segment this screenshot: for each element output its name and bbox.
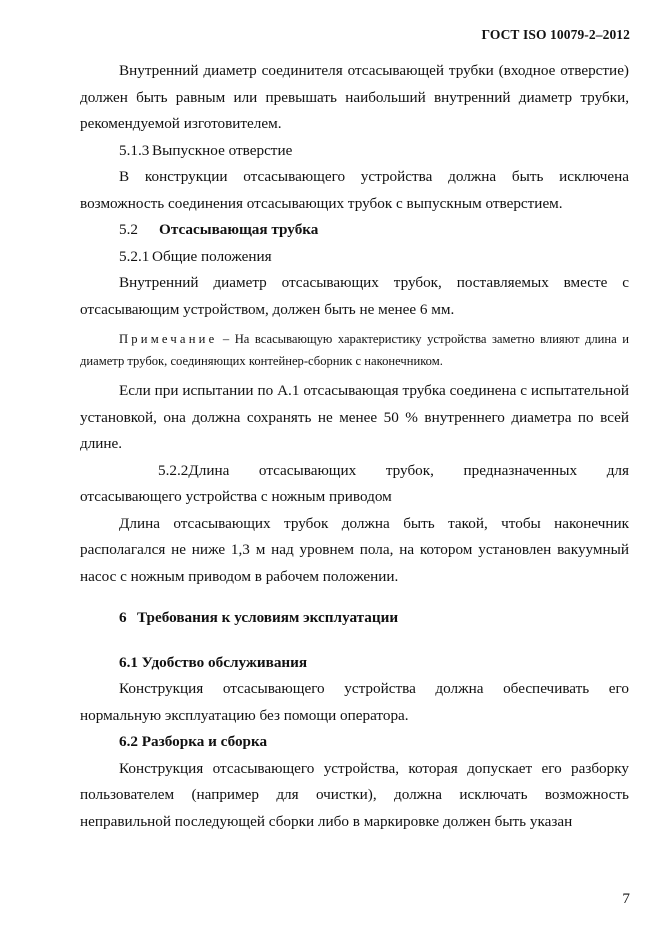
paragraph-tube-diameter: Внутренний диаметр отсасывающих трубок, поставляемых вместе с отсасывающим устройством, должен быть не менее 6 мм. [80, 274, 629, 318]
section-number: 5.2 [119, 221, 138, 238]
subsection-title: Общие положения [152, 247, 272, 265]
subsection-title: Выпускное отверстие [152, 141, 293, 159]
page-number: 7 [622, 890, 630, 907]
section-5-2-heading [80, 217, 629, 244]
subsection-title: Удобство обслуживания [141, 653, 308, 671]
section-title: Требования к условиям эксплуатации [137, 609, 399, 626]
subsection-5-2-2-heading [80, 458, 629, 511]
paragraph-ease-of-service: Конструкция отсасывающего устройства должна обеспечивать его нормальную эксплуатацию без помощи оператора. [80, 680, 629, 724]
subsection-5-2-1-heading [80, 244, 629, 271]
subsection-title: Разборка и сборка [141, 733, 268, 750]
subsection-5-1-3-heading [80, 138, 629, 165]
subsection-number: 6.1 [119, 653, 138, 671]
subsection-number: 6.2 [119, 733, 138, 750]
section-title: Отсасывающая трубка [159, 221, 319, 238]
document-body [80, 58, 629, 835]
subsection-number: 5.2.2 [158, 461, 189, 479]
section-number: 6 [119, 609, 127, 626]
subsection-number: 5.2.1 [119, 247, 150, 265]
subsection-number: 5.1.3 [119, 141, 150, 159]
subsection-6-2-heading [80, 729, 629, 756]
paragraph-disassembly: Конструкция отсасывающего устройства, которая допускает его разборку пользователем (например для очистки), должна исключать возможность неправильной последующей сборки либо в маркировке должен быть указан [80, 759, 629, 830]
note-label: Примечание [119, 332, 218, 346]
paragraph-tube-length: Длина отсасывающих трубок должна быть такой, чтобы наконечник располагался не ниже 1,3 м над уровнем пола, на котором установлен вакуумный насос с ножным приводом в рабочем положении. [80, 514, 629, 585]
note-paragraph [80, 328, 629, 372]
note-text: – На всасывающую характеристику устройства заметно влияют длина и диаметр трубок, соединяющих контейнер-сборник с наконечником. [80, 332, 629, 368]
paragraph-test-requirement: Если при испытании по А.1 отсасывающая трубка соединена с испытательной установкой, она должна сохранять не менее 50 % внутреннего диаметра по всей длине. [80, 382, 629, 452]
subsection-6-1-heading [80, 650, 629, 677]
paragraph-outlet-connection: В конструкции отсасывающего устройства должна быть исключена возможность соединения отсасывающих трубок с выпускным отверстием. [80, 168, 629, 212]
paragraph-connector-diameter: Внутренний диаметр соединителя отсасывающей трубки (входное отверстие) должен быть равным или превышать наибольший внутренний диаметр трубки, рекомендуемой изготовителем. [80, 62, 629, 132]
subsection-title: Длина отсасывающих трубок, предназначенных для отсасывающего устройства с ножным приводом [80, 461, 629, 505]
standard-header: ГОСТ ISO 10079-2–2012 [481, 27, 630, 42]
section-6-heading [80, 605, 629, 632]
